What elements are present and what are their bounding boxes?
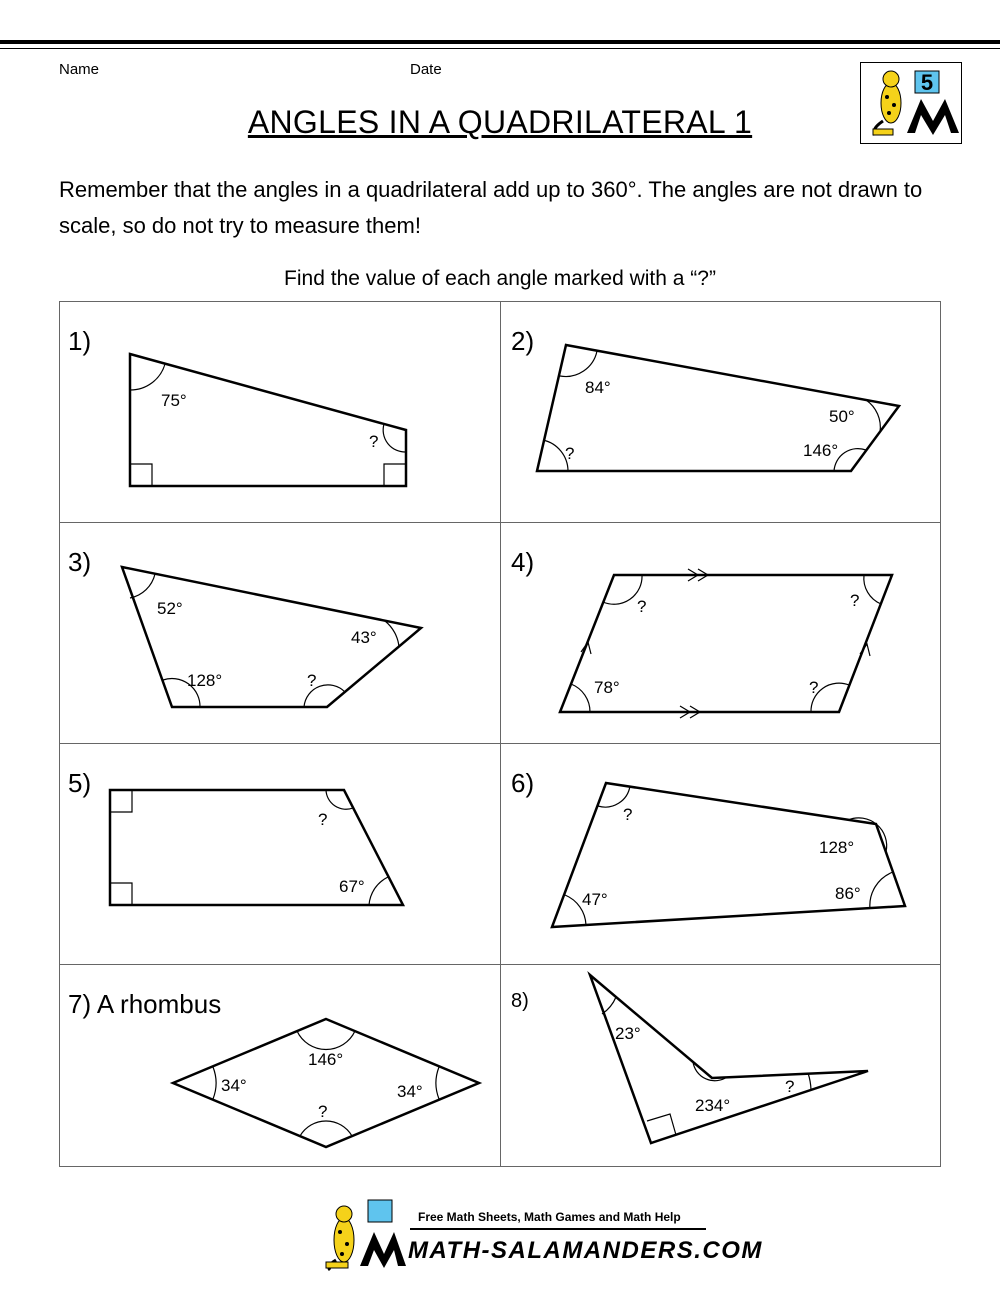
date-label: Date xyxy=(410,61,442,78)
q2-label-unknown: ? xyxy=(565,444,575,463)
q2-label-50: 50° xyxy=(829,407,855,426)
shape-1 xyxy=(130,354,406,486)
q3-label-unknown: ? xyxy=(307,671,317,690)
q2-label-84: 84° xyxy=(585,378,611,397)
question-1-number: 1) xyxy=(68,326,92,356)
question-7-number: 7) A rhombus xyxy=(68,989,222,1019)
footer-tagline: Free Math Sheets, Math Games and Math Help xyxy=(418,1210,681,1224)
q8-label-unknown: ? xyxy=(785,1077,795,1096)
q4-label-unknown-3: ? xyxy=(809,678,819,697)
q3-label-128: 128° xyxy=(187,671,223,690)
q2-label-146: 146° xyxy=(803,441,839,460)
shape-7 xyxy=(173,1019,479,1147)
q8-label-234: 234° xyxy=(695,1096,731,1115)
q7-label-34-right: 34° xyxy=(397,1082,423,1101)
instructions: Remember that the angles in a quadrilateral add up to 360°. The angles are not drawn to scale, so do not try to measure them! xyxy=(59,177,923,238)
question-4-number: 4) xyxy=(511,547,535,577)
subtitle: Find the value of each angle marked with a “?” xyxy=(284,267,716,290)
footer-brand[interactable]: MATH-SALAMANDERS.COM xyxy=(408,1237,763,1264)
q6-label-47: 47° xyxy=(582,890,608,909)
q8-label-23: 23° xyxy=(615,1024,641,1043)
q5-label-unknown: ? xyxy=(318,810,328,829)
name-label: Name xyxy=(59,61,100,78)
q7-label-146: 146° xyxy=(308,1050,344,1069)
q4-label-unknown-2: ? xyxy=(850,591,860,610)
q1-label-75: 75° xyxy=(161,391,187,410)
question-2-number: 2) xyxy=(511,326,535,356)
page-title: ANGLES IN A QUADRILATERAL 1 xyxy=(247,104,753,140)
q7-label-unknown: ? xyxy=(318,1102,328,1121)
q3-label-43: 43° xyxy=(351,628,377,647)
question-6-number: 6) xyxy=(511,768,535,798)
question-5-number: 5) xyxy=(68,768,92,798)
q6-label-unknown: ? xyxy=(623,805,633,824)
q6-label-86: 86° xyxy=(835,884,861,903)
grade-number: 5 xyxy=(920,70,934,95)
shape-8 xyxy=(590,975,868,1143)
q6-label-128: 128° xyxy=(819,838,855,857)
q1-label-unknown: ? xyxy=(369,432,379,451)
question-8-number: 8) xyxy=(511,990,529,1012)
q5-label-67: 67° xyxy=(339,877,365,896)
q4-label-78: 78° xyxy=(594,678,620,697)
q7-label-34-left: 34° xyxy=(221,1076,247,1095)
question-3-number: 3) xyxy=(68,547,92,577)
q3-label-52: 52° xyxy=(157,599,183,618)
q4-label-unknown-1: ? xyxy=(637,597,647,616)
